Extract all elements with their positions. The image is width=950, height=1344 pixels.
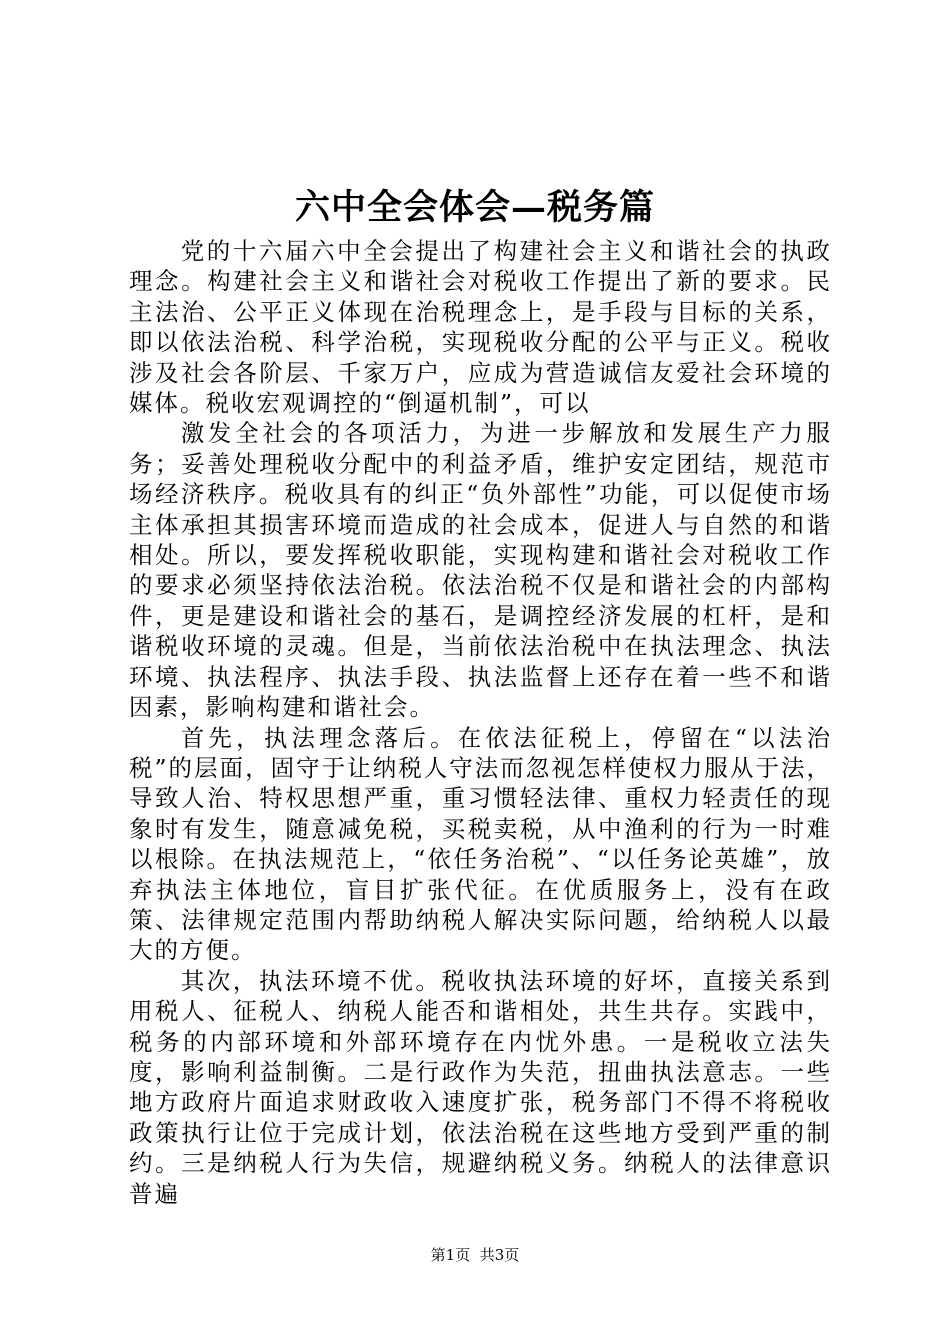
page-footer bbox=[0, 1245, 950, 1265]
paragraph-2: 激发全社会的各项活力，为进一步解放和发展生产力服务；妥善处理税收分配中的利益矛盾，维护安定团结，规范市场经济秩序。税收具有的纠正“负外部性”功能，可以促使市场主体承担其损害环境而造成的社会成本，促进人与自然的和谐相处。所以，要发挥税收职能，实现构建和谐社会对税收工作的要求必须坚持依法治税。依法治税不仅是和谐社会的内部构件，更是建设和谐社会的基石，是调控经济发展的杠杆，是和谐税收环境的灵魂。但是，当前依法治税中在执法理念、执法环境、执法程序、执法手段、执法监督上还存在着一些不和谐因素，影响构建和谐社会。 bbox=[129, 419, 832, 722]
page-total: 共3页 bbox=[479, 1246, 520, 1264]
paragraph-1: 党的十六届六中全会提出了构建社会主义和谐社会的执政理念。构建社会主义和谐社会对税收工作提出了新的要求。民主法治、公平正义体现在治税理念上，是手段与目标的关系，即以依法治税、科学治税，实现税收分配的公平与正义。税收涉及社会各阶层、千家万户，应成为营造诚信友爱社会环境的媒体。税收宏观调控的“倒逼机制”，可以 bbox=[129, 237, 832, 418]
page-number: 第1页 bbox=[430, 1246, 471, 1264]
paragraph-3: 首先，执法理念落后。在依法征税上，停留在“以法治税”的层面，固守于让纳税人守法而忽视怎样使权力服从于法，导致人治、特权思想严重，重习惯轻法律、重权力轻责任的现象时有发生，随意减免税，买税卖税，从中渔利的行为一时难以根除。在执法规范上，“依任务治税”、“以任务论英雄”，放弃执法主体地位，盲目扩张代征。在优质服务上，没有在政策、法律规定范围内帮助纳税人解决实际问题，给纳税人以最大的方便。 bbox=[129, 723, 832, 965]
document-title: 六中全会体会—税务篇 bbox=[294, 187, 655, 228]
paragraph-4: 其次，执法环境不优。税收执法环境的好坏，直接关系到用税人、征税人、纳税人能否和谐相处，共生共存。实践中，税务的内部环境和外部环境存在内忧外患。一是税收立法失度，影响利益制衡。二是行政作为失范，扭曲执法意志。一些地方政府片面追求财政收入速度扩张，税务部门不得不将税收政策执行让位于完成计划，依法治税在这些地方受到严重的制约。三是纳税人行为失信，规避纳税义务。纳税人的法律意识普遍 bbox=[129, 966, 832, 1208]
document-body bbox=[129, 236, 832, 1209]
